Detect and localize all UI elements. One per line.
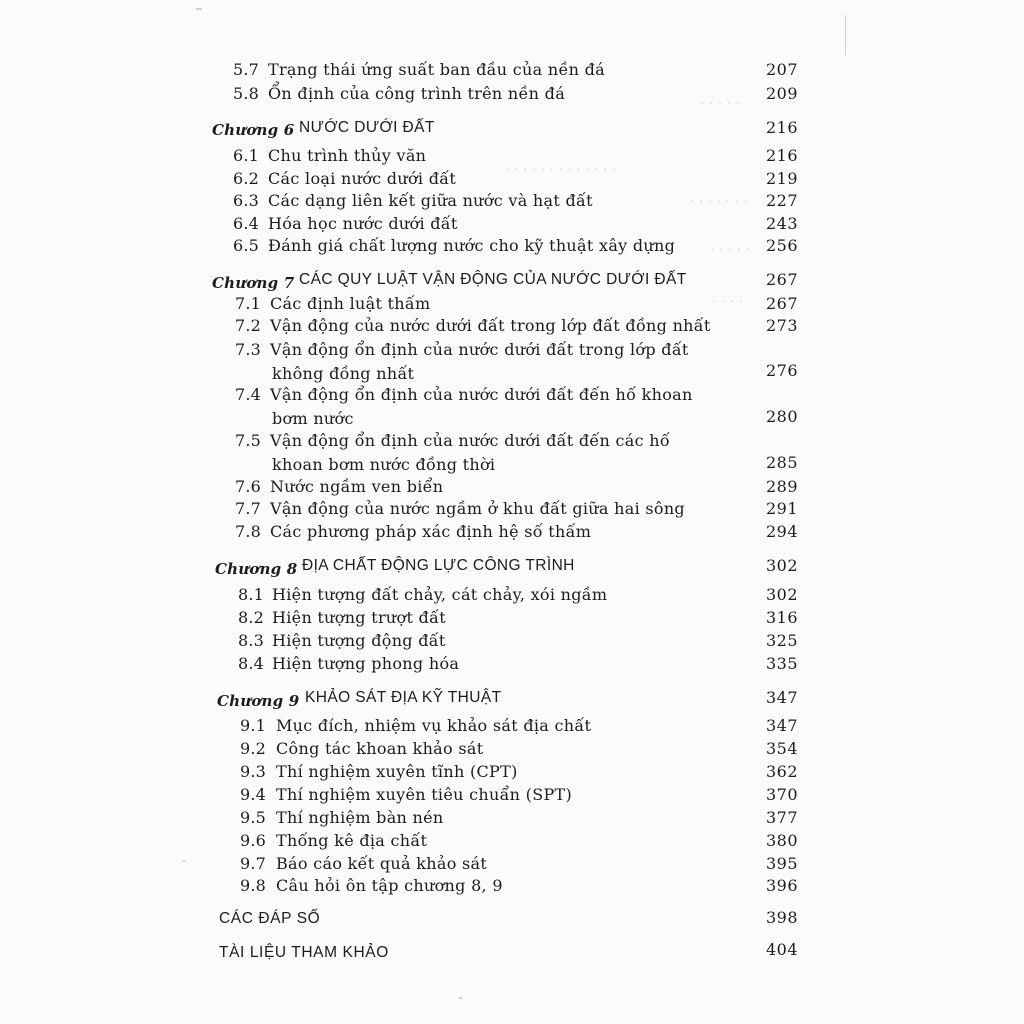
page-number: 207 [765, 60, 798, 79]
section-number: 9.5 [240, 808, 267, 827]
section-number: 7.7 [235, 499, 262, 518]
section-title: Các định luật thấm [270, 294, 431, 313]
section-title: Hiện tượng phong hóa [272, 654, 460, 673]
page-number: 347 [765, 688, 798, 707]
section-number: 6.3 [233, 191, 260, 210]
section-title-continued: bơm nước [272, 409, 354, 428]
page-number: 276 [765, 361, 798, 380]
section-number: 8.4 [238, 654, 265, 673]
chapter-title: CÁC QUY LUẬT VẬN ĐỘNG CỦA NƯỚC DƯỚI ĐẤT [299, 271, 687, 288]
page-number: 335 [765, 654, 798, 673]
page-number: 316 [765, 608, 798, 627]
page-number: 396 [765, 876, 798, 895]
toc-entry[interactable] [0, 214, 1024, 236]
chapter-heading[interactable] [0, 556, 1024, 578]
section-number: 9.7 [240, 854, 267, 873]
section-number: 8.3 [238, 631, 265, 650]
section-number: 8.1 [238, 585, 265, 604]
chapter-label: Chương 8 [215, 560, 298, 578]
page-number: 267 [765, 294, 798, 313]
toc-entry[interactable] [0, 499, 1024, 521]
toc-entry[interactable] [0, 716, 1024, 738]
toc-entry[interactable] [0, 876, 1024, 898]
scan-speck [845, 15, 846, 55]
section-title: Các loại nước dưới đất [268, 169, 457, 188]
toc-entry[interactable] [0, 236, 1024, 258]
toc-entry[interactable] [0, 169, 1024, 191]
bleed-through-text: . . . . . . . [690, 190, 748, 206]
section-number: 9.6 [240, 831, 267, 850]
toc-entry[interactable] [0, 431, 1024, 477]
section-title: Đánh giá chất lượng nước cho kỹ thuật xây dựng [268, 236, 676, 255]
bleed-through-text: . . . . . [710, 238, 751, 254]
chapter-label: Chương 7 [212, 274, 295, 292]
section-title: Mục đích, nhiệm vụ khảo sát địa chất [276, 716, 592, 735]
page-number: 209 [765, 84, 798, 103]
section-title: Vận động ổn định của nước dưới đất đến các hố [270, 431, 670, 450]
section-number: 7.5 [235, 431, 262, 450]
chapter-label: Chương 9 [217, 692, 300, 710]
section-title: Hóa học nước dưới đất [268, 214, 458, 233]
back-matter-entry[interactable] [0, 908, 1024, 930]
page-number: 302 [765, 556, 798, 575]
page-number: 243 [765, 214, 798, 233]
section-title: Thống kê địa chất [276, 831, 428, 850]
section-title: Hiện tượng trượt đất [272, 608, 446, 627]
section-title: Thí nghiệm bàn nén [276, 808, 444, 827]
section-title: Vận động của nước ngầm ở khu đất giữa hai sông [270, 499, 685, 518]
section-title: Báo cáo kết quả khảo sát [276, 854, 488, 873]
toc-entry[interactable] [0, 762, 1024, 784]
section-title: Các phương pháp xác định hệ số thấm [270, 522, 592, 541]
chapter-heading[interactable] [0, 688, 1024, 710]
page-number: 273 [765, 316, 798, 335]
chapter-heading[interactable] [0, 118, 1024, 140]
page-number: 354 [765, 739, 798, 758]
toc-entry[interactable] [0, 340, 1024, 386]
page-number: 216 [765, 118, 798, 137]
section-title-continued: không đồng nhất [272, 364, 415, 383]
section-number: 7.3 [235, 340, 262, 359]
section-number: 6.2 [233, 169, 260, 188]
page-number: 219 [765, 169, 798, 188]
page-number: 347 [765, 716, 798, 735]
page-number: 291 [765, 499, 798, 518]
page-number: 285 [765, 453, 798, 472]
page-number: 280 [765, 407, 798, 426]
section-title: Thí nghiệm xuyên tĩnh (CPT) [276, 762, 518, 781]
section-number: 5.7 [233, 60, 260, 79]
toc-entry[interactable] [0, 585, 1024, 607]
page-number: 380 [765, 831, 798, 850]
section-title: Công tác khoan khảo sát [276, 739, 484, 758]
toc-entry[interactable] [0, 477, 1024, 499]
toc-entry[interactable] [0, 146, 1024, 168]
page-number: 398 [765, 908, 798, 927]
page-number: 216 [765, 146, 798, 165]
section-number: 7.1 [235, 294, 262, 313]
toc-entry[interactable] [0, 808, 1024, 830]
page-number: 289 [765, 477, 798, 496]
section-number: 6.5 [233, 236, 260, 255]
page-number: 256 [765, 236, 798, 255]
page-number: 325 [765, 631, 798, 650]
section-title: Hiện tượng động đất [272, 631, 446, 650]
section-title: Ổn định của công trình trên nền đá [268, 84, 566, 103]
page-number: 267 [765, 270, 798, 289]
section-number: 5.8 [233, 84, 260, 103]
page-number: 294 [765, 522, 798, 541]
section-title: Thí nghiệm xuyên tiêu chuẩn (SPT) [276, 785, 573, 804]
section-number: 8.2 [238, 608, 265, 627]
chapter-title: KHẢO SÁT ĐỊA KỸ THUẬT [305, 689, 502, 706]
toc-entry[interactable] [0, 294, 1024, 316]
back-matter-entry[interactable] [0, 940, 1024, 962]
toc-entry[interactable] [0, 316, 1024, 338]
section-title: Các dạng liên kết giữa nước và hạt đất [268, 191, 593, 210]
bleed-through-text: . . . . . . . . . . . . . [505, 158, 617, 174]
section-number: 6.1 [233, 146, 260, 165]
section-number: 9.4 [240, 785, 267, 804]
section-number: 9.8 [240, 876, 267, 895]
bleed-through-text: . . . . . [700, 92, 741, 108]
section-title: Câu hỏi ôn tập chương 8, 9 [276, 876, 503, 895]
chapter-title: NƯỚC DƯỚI ĐẤT [299, 119, 435, 136]
toc-entry[interactable] [0, 385, 1024, 431]
back-matter-title: CÁC ĐÁP SỐ [219, 910, 321, 927]
section-title: Nước ngầm ven biển [270, 477, 444, 496]
chapter-label: Chương 6 [212, 121, 295, 139]
section-number: 7.4 [235, 385, 262, 404]
back-matter-title: TÀI LIỆU THAM KHẢO [219, 944, 389, 961]
toc-entry[interactable] [0, 608, 1024, 630]
section-number: 7.6 [235, 477, 262, 496]
scan-speck [196, 8, 202, 10]
scan-speck [459, 997, 462, 999]
toc-entry[interactable] [0, 631, 1024, 653]
toc-entry[interactable] [0, 84, 1024, 106]
section-number: 7.8 [235, 522, 262, 541]
page-number: 395 [765, 854, 798, 873]
section-number: 9.2 [240, 739, 267, 758]
section-title: Hiện tượng đất chảy, cát chảy, xói ngầm [272, 585, 608, 604]
toc-entry[interactable] [0, 654, 1024, 676]
toc-entry[interactable] [0, 191, 1024, 213]
section-number: 7.2 [235, 316, 262, 335]
chapter-title: ĐỊA CHẤT ĐỘNG LỰC CÔNG TRÌNH [302, 557, 575, 574]
page-number: 227 [765, 191, 798, 210]
toc-entry[interactable] [0, 831, 1024, 853]
section-title: Vận động ổn định của nước dưới đất trong lớp đất [270, 340, 689, 359]
chapter-heading[interactable] [0, 270, 1024, 292]
section-number: 9.1 [240, 716, 267, 735]
toc-entry[interactable] [0, 854, 1024, 876]
page-number: 302 [765, 585, 798, 604]
page-number: 362 [765, 762, 798, 781]
section-number: 6.4 [233, 214, 260, 233]
page-number: 404 [765, 940, 798, 959]
section-title: Vận động của nước dưới đất trong lớp đất đồng nhất [270, 316, 711, 335]
toc-entry[interactable] [0, 739, 1024, 761]
toc-entry[interactable] [0, 522, 1024, 544]
section-title: Chu trình thủy văn [268, 146, 427, 165]
section-title: Vận động ổn định của nước dưới đất đến hố khoan [270, 385, 693, 404]
toc-entry[interactable] [0, 785, 1024, 807]
section-title: Trạng thái ứng suất ban đầu của nền đá [268, 60, 605, 79]
section-title-continued: khoan bơm nước đồng thời [272, 455, 496, 474]
bleed-through-text: . . . . [712, 290, 744, 306]
page-number: 370 [765, 785, 798, 804]
toc-entry[interactable] [0, 60, 1024, 82]
section-number: 9.3 [240, 762, 267, 781]
page-number: 377 [765, 808, 798, 827]
